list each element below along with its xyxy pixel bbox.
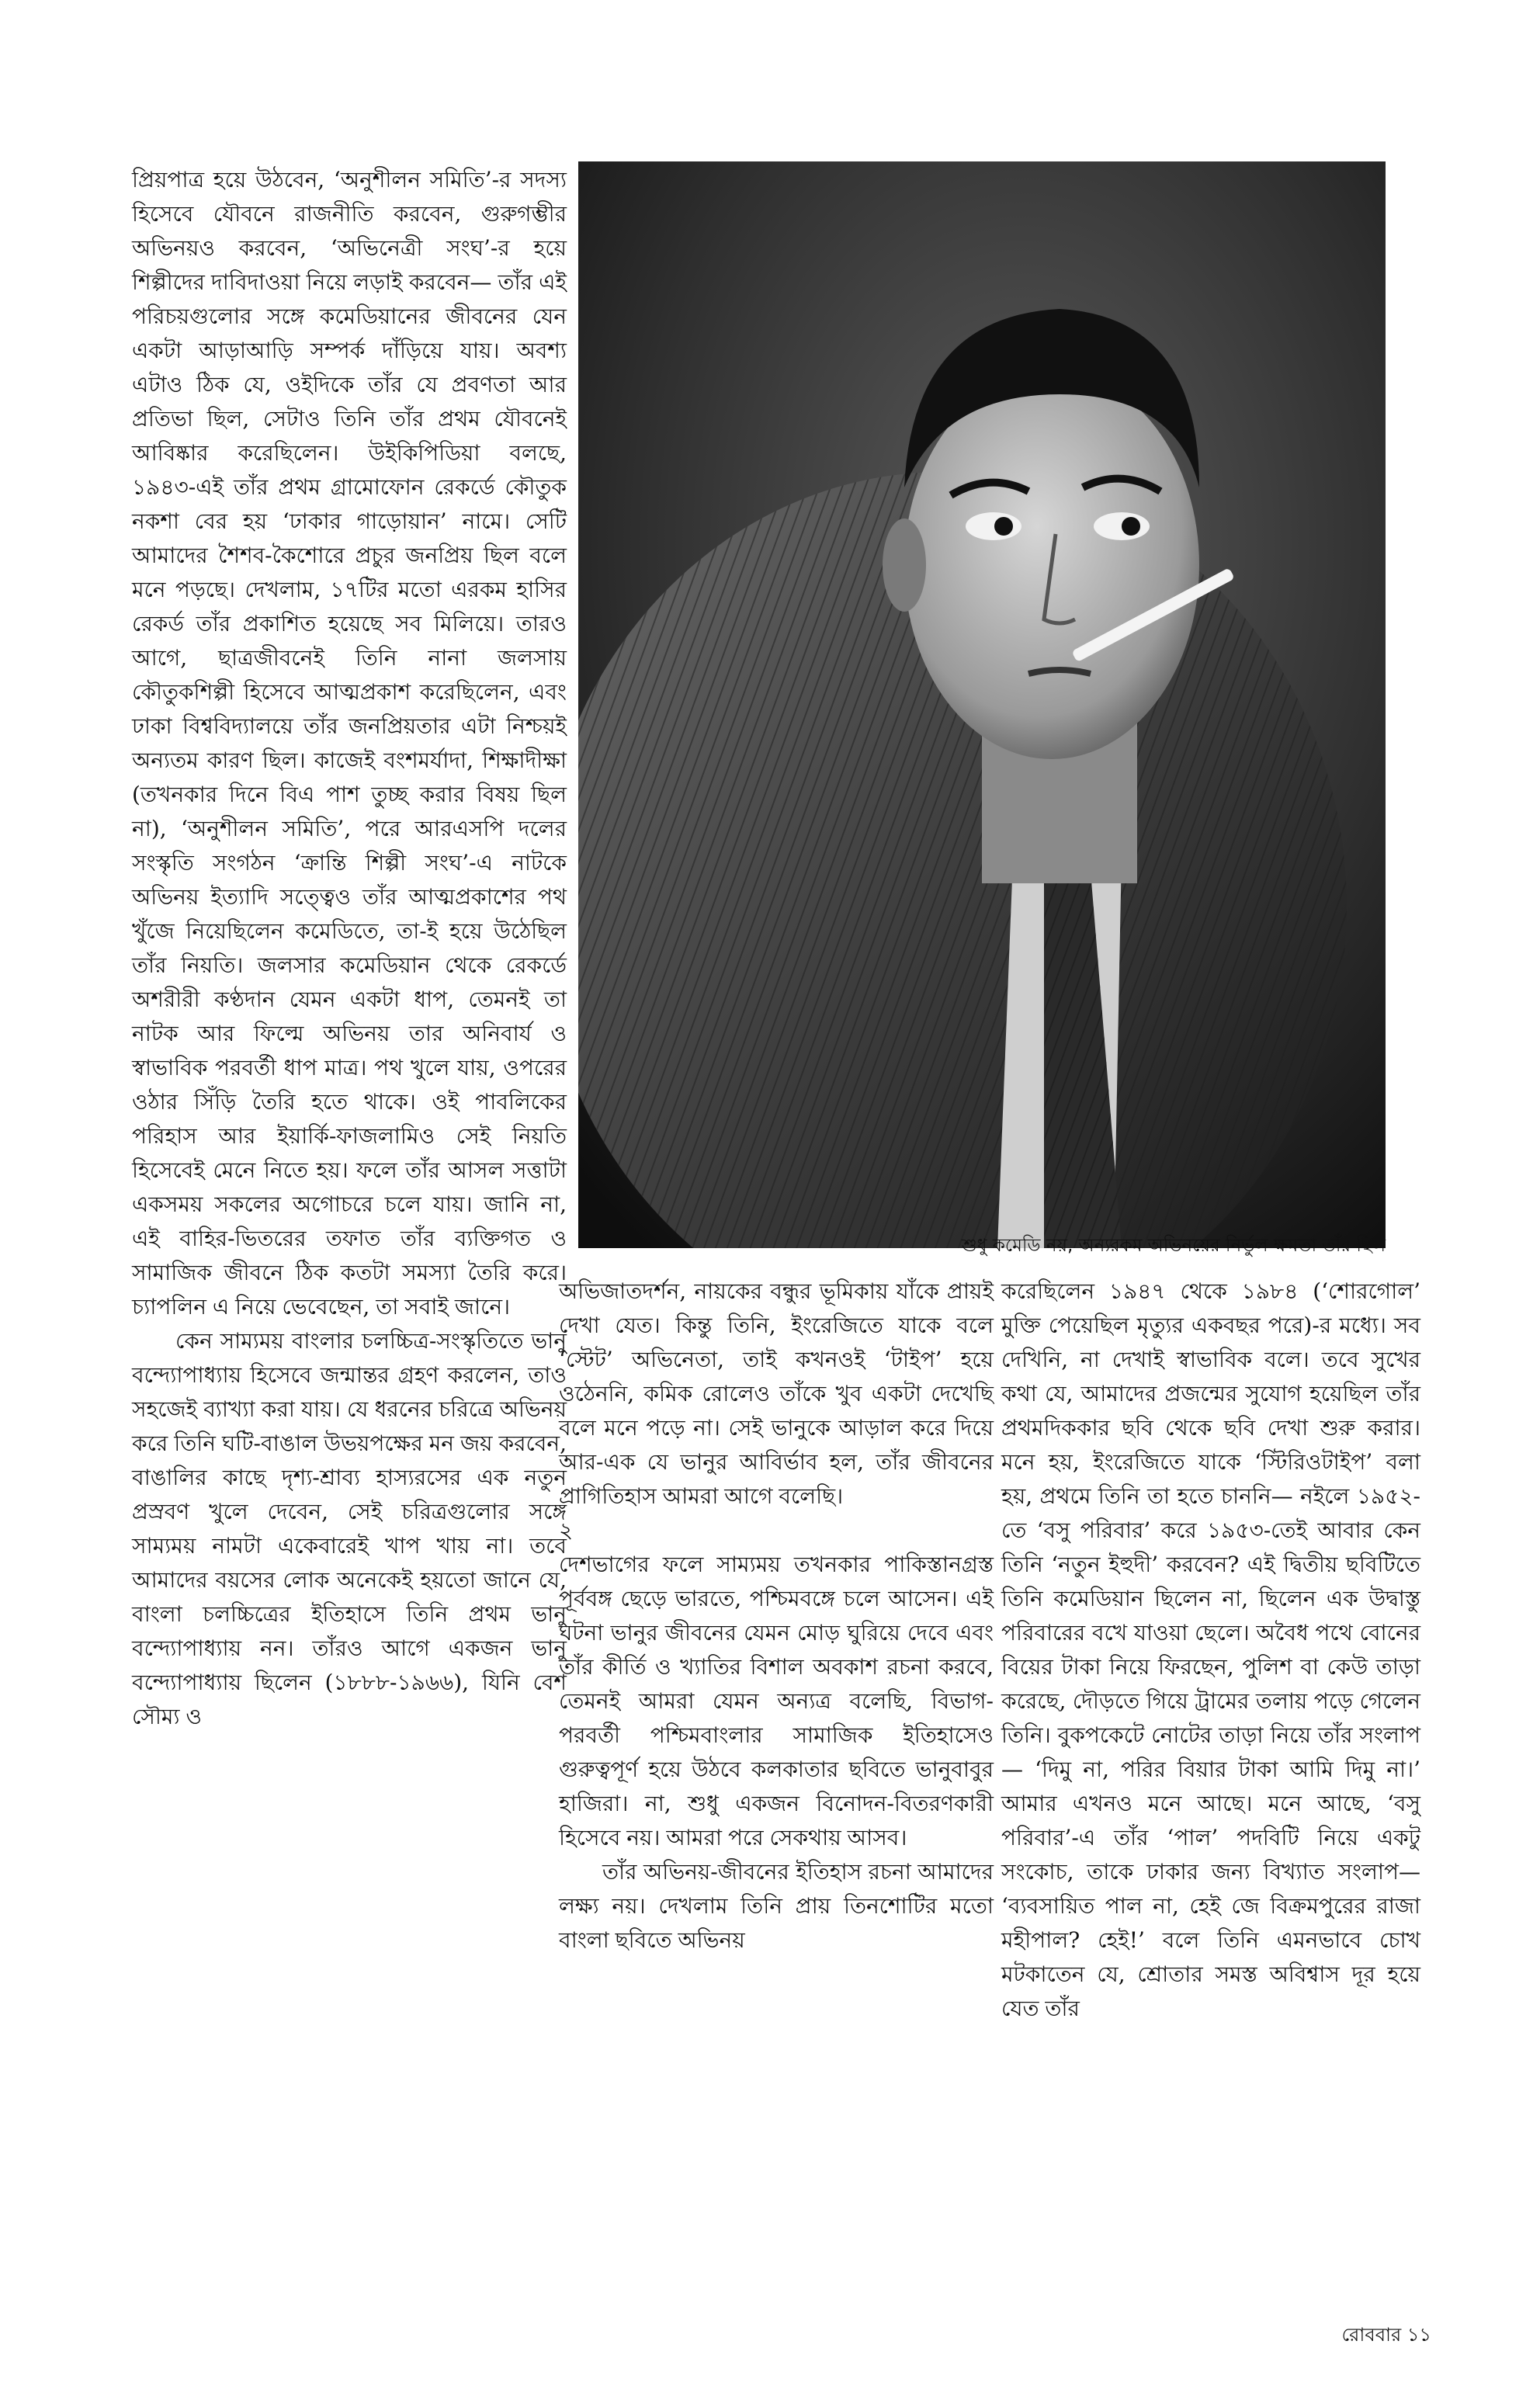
paragraph-left-2: কেন সাম্যময় বাংলার চলচ্চিত্র-সংস্কৃতিতে ভানু বন্দ্যোপাধ্যায় হিসেবে জন্মান্তর গ্রহণ করলেন, তাও সহজেই ব্যাখ্যা করা যায়। যে ধরনের চরিত্রে অভিনয় করে তিনি ঘটি-বাঙাল উভয়পক্ষের মন জয় করবেন, বাঙালির কাছে দৃশ্য-শ্রাব্য হাস্যরসের এক নতুন প্রস্রবণ খুলে দেবেন, সেই চরিত্রগুলোর সঙ্গে সাম্যময় নামটা একেবারেই খাপ খায় না। তবে আমাদের বয়সের লোক অনেকেই হয়তো জানে যে, বাংলা চলচ্চিত্রের ইতিহাসে তিনি প্রথম ভানু বন্দ্যোপাধ্যায় নন। তাঁরও আগে একজন ভানু বন্দ্যোপাধ্যায় ছিলেন (১৮৮৮-১৯৬৬), যিনি বেশ সৌম্য ও <box>132 1328 567 1729</box>
article-column-left <box>132 163 567 1734</box>
section-number: ২ <box>559 1517 574 1543</box>
page-footer: রোববার ১১ <box>1341 2324 1431 2346</box>
paragraph-right: করেছিলেন ১৯৪৭ থেকে ১৯৮৪ (‘শোরগোল’ মুক্তি পেয়েছিল মৃত্যুর একবছর পরে)-র মধ্যে। সব দেখিনি, না দেখাই স্বাভাবিক বলে। তবে সুখের কথা যে, আমাদের প্রজন্মের সুযোগ হয়েছিল তাঁর প্রথমদিককার ছবি থেকে ছবি দেখা শুরু করার। মনে হয়, ইংরেজিতে যাকে ‘স্টিরিওটাইপ’ বলা হয়, প্রথমে তিনি তা হতে চাননি— নইলে ১৯৫২-তে ‘বসু পরিবার’ করে ১৯৫৩-তেই আবার কেন তিনি ‘নতুন ইহুদী’ করবেন? এই দ্বিতীয় ছবিটিতে তিনি কমেডিয়ান ছিলেন না, ছিলেন এক উদ্বাস্তু পরিবারের বখে যাওয়া ছেলে। অবৈধ পথে বোনের বিয়ের টাকা নিয়ে ফিরছেন, পুলিশ বা কেউ তাড়া করেছে, দৌড়তে গিয়ে ট্রামের তলায় পড়ে গেলেন তিনি। বুকপকেটে নোটের তাড়া নিয়ে তাঁর সংলাপ— ‘দিমু না, পরির বিয়ার টাকা আমি দিমু না।’ আমার এখনও মনে আছে। মনে আছে, ‘বসু পরিবার’-এ তাঁর ‘পাল’ পদবিটি নিয়ে একটু সংকোচ, তাকে ঢাকার জন্য বিখ্যাত সংলাপ— ‘ব্যবসায়িত পাল না, হেই জে বিক্রমপুরের রাজা মহীপাল? হেই!’ বলে তিনি এমনভাবে চোখ মটকাতেন যে, শ্রোতার সমস্ত অবিশ্বাস দূর হয়ে যেত তাঁর <box>1001 1278 1420 2021</box>
paragraph-mid-intro: অভিজাতদর্শন, নায়কের বন্ধুর ভূমিকায় যাঁকে প্রায়ই দেখা যেত। কিন্তু তিনি, ইংরেজিতে যাকে বলে ‘স্টেট’ অভিনেতা, তাই কখনওই ‘টাইপ’ হয়ে ওঠেননি, কমিক রোলেও তাঁকে খুব একটা দেখেছি বলে মনে পড়ে না। সেই ভানুকে আড়াল করে দিয়ে আর-এক যে ভানুর আবির্ভাব হল, তাঁর জীবনের প্রাগিতিহাস আমরা আগে বলেছি। <box>559 1278 994 1509</box>
paragraph-mid-section: দেশভাগের ফলে সাম্যময় তখনকার পাকিস্তানগ্রস্ত পূর্ববঙ্গ ছেড়ে ভারতে, পশ্চিমবঙ্গে চলে আসেন। এই ঘটনা ভানুর জীবনের যেমন মোড় ঘুরিয়ে দেবে এবং তাঁর কীর্তি ও খ্যাতির বিশাল অবকাশ রচনা করবে, তেমনই আমরা যেমন অন্যত্র বলেছি, বিভাগ-পরবর্তী পশ্চিমবাংলার সামাজিক ইতিহাসেও গুরুত্বপূর্ণ হয়ে উঠবে কলকাতার ছবিতে ভানুবাবুর হাজিরা। না, শুধু একজন বিনোদন-বিতরণকারী হিসেবে নয়। আমরা পরে সেকথায় আসব। <box>559 1552 994 1850</box>
portrait-photo <box>578 161 1386 1248</box>
photo-caption: শুধু কমেডি নয়, অন্যরকম অভিনয়ের নির্ভুল ক্ষমতা তাঁর ছিল <box>961 1236 1386 1256</box>
paragraph-left-1: প্রিয়পাত্র হয়ে উঠবেন, ‘অনুশীলন সমিতি’-র সদস্য হিসেবে যৌবনে রাজনীতি করবেন, গুরুগম্ভীর অভিনয়ও করবেন, ‘অভিনেত্রী সংঘ’-র হয়ে শিল্পীদের দাবিদাওয়া নিয়ে লড়াই করবেন— তাঁর এই পরিচয়গুলোর সঙ্গে কমেডিয়ানের জীবনের যেন একটা আড়াআড়ি সম্পর্ক দাঁড়িয়ে যায়। অবশ্য এটাও ঠিক যে, ওইদিকে তাঁর যে প্রবণতা আর প্রতিভা ছিল, সেটাও তিনি তাঁর প্রথম যৌবনেই আবিষ্কার করেছিলেন। উইকিপিডিয়া বলছে, ১৯৪৩-এই তাঁর প্রথম গ্রামোফোন রেকর্ডে কৌতুক নকশা বের হয় ‘ঢাকার গাড়োয়ান’ নামে। সেটি আমাদের শৈশব-কৈশোরে প্রচুর জনপ্রিয় ছিল বলে মনে পড়ছে। দেখলাম, ১৭টির মতো এরকম হাসির রেকর্ড তাঁর প্রকাশিত হয়েছে সব মিলিয়ে। তারও আগে, ছাত্রজীবনেই তিনি নানা জলসায় কৌতুকশিল্পী হিসেবে আত্মপ্রকাশ করেছিলেন, এবং ঢাকা বিশ্ববিদ্যালয়ে তাঁর জনপ্রিয়তার এটা নিশ্চয়ই অন্যতম কারণ ছিল। কাজেই বংশমর্যাদা, শিক্ষাদীক্ষা (তখনকার দিনে বিএ পাশ তুচ্ছ করার বিষয় ছিল না), ‘অনুশীলন সমিতি’, পরে আরএসপি দলের সংস্কৃতি সংগঠন ‘ক্রান্তি শিল্পী সংঘ’-এ নাটকে অভিনয় ইত্যাদি সত্ত্বেও তাঁর আত্মপ্রকাশের পথ খুঁজে নিয়েছিলেন কমেডিতে, তা-ই হয়ে উঠেছিল তাঁর নিয়তি। জলসার কমেডিয়ান থেকে রেকর্ডে অশরীরী কণ্ঠদান যেমন একটা ধাপ, তেমনই তা নাটক আর ফিল্মে অভিনয় তার অনিবার্য ও স্বাভাবিক পরবর্তী ধাপ মাত্র। পথ খুলে যায়, ওপরের ওঠার সিঁড়ি তৈরি হতে থাকে। ওই পাবলিকের পরিহাস আর ইয়ার্কি-ফাজলামিও সেই নিয়তি হিসেবেই মেনে নিতে হয়। ফলে তাঁর আসল সত্তাটা একসময় সকলের অগোচরে চলে যায়। জানি না, এই বাহির-ভিতরের তফাত তাঁর ব্যক্তিগত ও সামাজিক জীবনে ঠিক কতটা সমস্যা তৈরি করে। চ্যাপলিন এ নিয়ে ভেবেছেন, তা সবাই জানে। <box>132 167 567 1320</box>
paragraph-mid-closing: তাঁর অভিনয়-জীবনের ইতিহাস রচনা আমাদের লক্ষ্য নয়। দেখলাম তিনি প্রায় তিনশোটির মতো বাংলা ছবিতে অভিনয় <box>559 1859 994 1953</box>
portrait-illustration <box>578 161 1386 1248</box>
article-column-right <box>1001 1275 1420 2026</box>
article-column-middle <box>559 1275 994 1958</box>
